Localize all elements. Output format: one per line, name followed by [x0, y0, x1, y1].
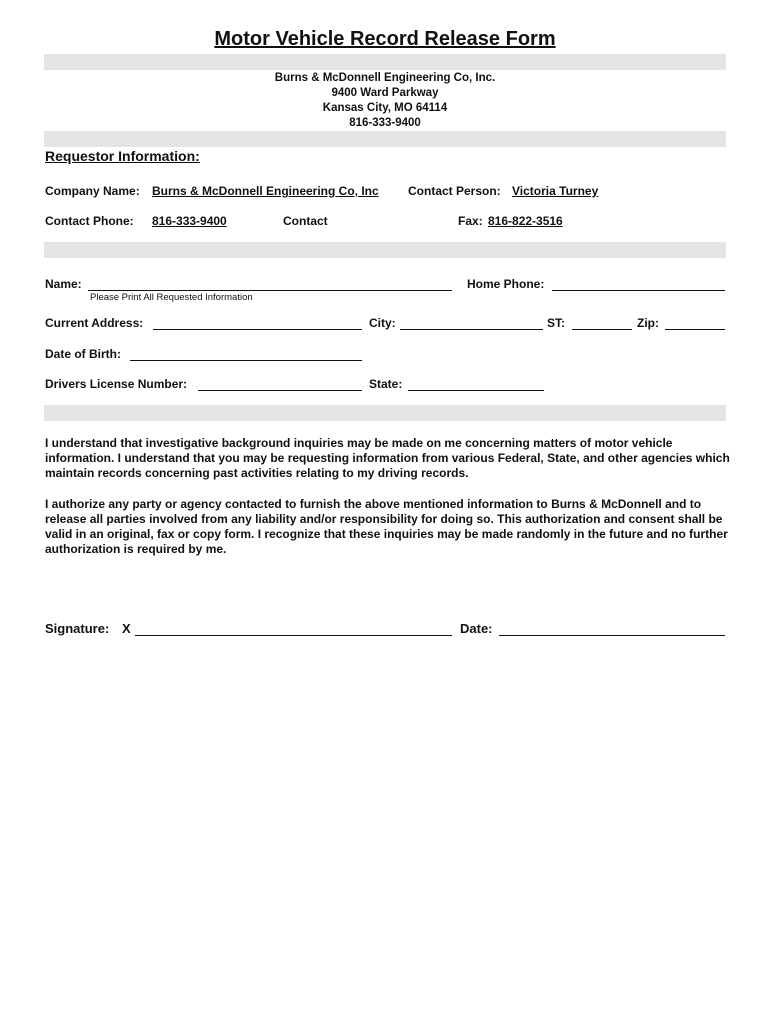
- contact-phone-value: 816-333-9400: [152, 214, 227, 228]
- license-input-line[interactable]: [198, 390, 362, 391]
- fax-value: 816-822-3516: [488, 214, 563, 228]
- state-label: State:: [369, 377, 403, 391]
- state-input-line[interactable]: [408, 390, 544, 391]
- date-input-line[interactable]: [499, 635, 725, 636]
- date-label: Date:: [460, 621, 493, 636]
- current-address-label: Current Address:: [45, 316, 144, 330]
- section-divider: [44, 131, 726, 147]
- company-header-name: Burns & McDonnell Engineering Co, Inc.: [274, 72, 496, 84]
- fax-label: Fax:: [458, 214, 483, 228]
- requestor-heading: Requestor Information:: [45, 148, 200, 164]
- signature-label: Signature:: [45, 621, 110, 636]
- st-label: ST:: [547, 316, 565, 330]
- company-header-city: Kansas City, MO 64114: [322, 102, 448, 114]
- city-label: City:: [369, 316, 396, 330]
- dob-input-line[interactable]: [130, 360, 362, 361]
- license-label: Drivers License Number:: [45, 377, 188, 391]
- consent-paragraph-2: I authorize any party or agency contacted to furnish the above mentioned information to Burns & McDonnell and to release all parties involved from any liability and/or responsibility for doing so. This authorization and consent shall be valid in an original, fax or copy form. I recognize that these inquiries may be made randomly in the future and no further authorization is required by me.: [45, 497, 728, 556]
- company-name-label: Company Name:: [45, 184, 140, 198]
- contact-person-label: Contact Person:: [408, 184, 501, 198]
- home-phone-input-line[interactable]: [552, 290, 725, 291]
- contact-person-value: Victoria Turney: [512, 184, 599, 198]
- name-hint: Please Print All Requested Information: [90, 292, 253, 303]
- contact-label: Contact: [283, 214, 328, 228]
- section-divider: [44, 54, 726, 70]
- name-label: Name:: [45, 277, 82, 291]
- signature-x-mark: X: [122, 621, 131, 636]
- name-input-line[interactable]: [88, 290, 452, 291]
- company-name-value: Burns & McDonnell Engineering Co, Inc: [152, 184, 379, 198]
- current-address-input-line[interactable]: [153, 329, 362, 330]
- company-header-street: 9400 Ward Parkway: [331, 87, 439, 99]
- consent-paragraph-1: I understand that investigative background inquiries may be made on me concerning matters of motor vehicle information. I understand that you may be requesting information from various Federal, State, and other agencies which maintain records concerning past activities relating to my driving records.: [45, 436, 730, 480]
- signature-input-line[interactable]: [135, 635, 452, 636]
- section-divider: [44, 405, 726, 421]
- home-phone-label: Home Phone:: [467, 277, 545, 291]
- city-input-line[interactable]: [400, 329, 543, 330]
- st-input-line[interactable]: [572, 329, 632, 330]
- zip-input-line[interactable]: [665, 329, 725, 330]
- zip-label: Zip:: [637, 316, 659, 330]
- company-header-phone: 816-333-9400: [349, 117, 421, 129]
- section-divider: [44, 242, 726, 258]
- contact-phone-label: Contact Phone:: [45, 214, 134, 228]
- form-title: Motor Vehicle Record Release Form: [214, 28, 556, 50]
- dob-label: Date of Birth:: [45, 347, 121, 361]
